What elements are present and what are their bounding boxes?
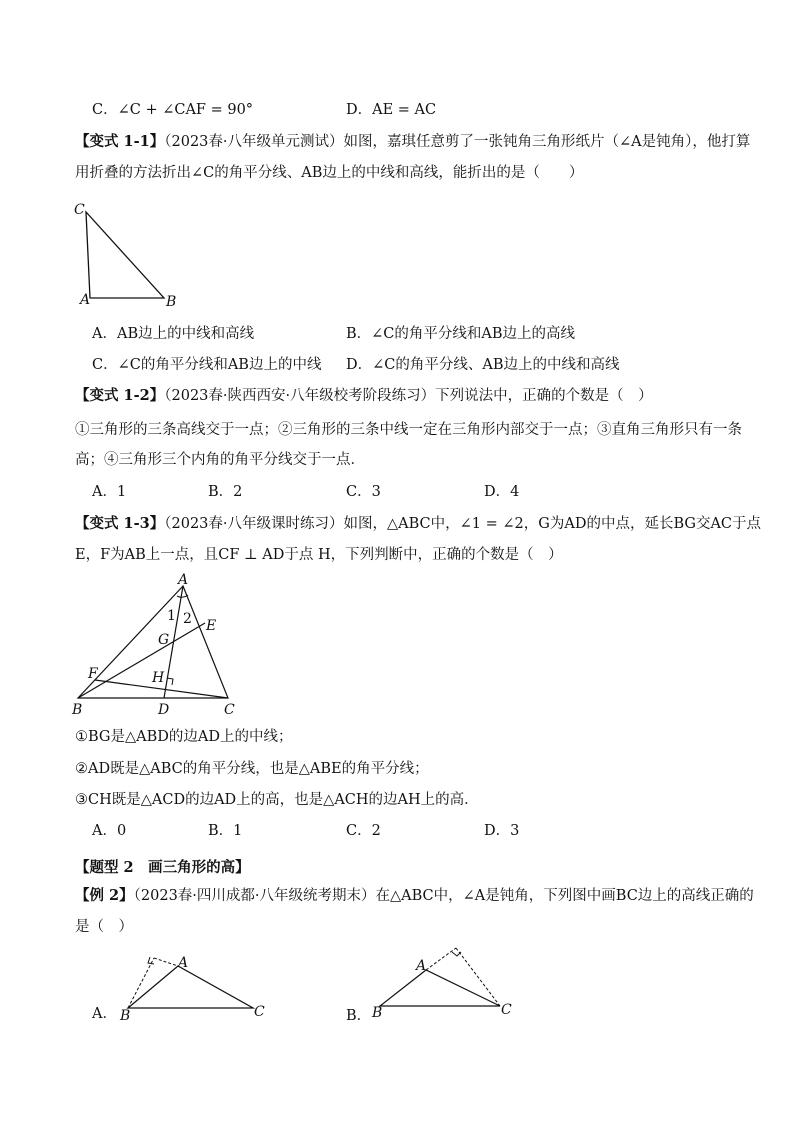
variant-1-3-line2: E，F为AB上一点，且CF ⊥ AD于点 H，下列判断中，正确的个数是（ ） bbox=[75, 547, 563, 563]
point-label-d: D bbox=[158, 702, 170, 718]
variant-tag: 【变式 1-3】 bbox=[75, 515, 165, 532]
example-2-line2: 是（ ） bbox=[75, 919, 133, 935]
altitude-dashed bbox=[456, 948, 500, 1006]
variant-1-2-line2: ①三角形的三条高线交于一点；②三角形的三条中线一定在三角形内部交于一点；③直角三角形只有一条 bbox=[75, 422, 742, 438]
point-label-b: B bbox=[72, 702, 83, 718]
question-text: （2023春·四川成都·八年级统考期末）在△ABC中，∠A是钝角，下列图中画BC边上的高线正确的 bbox=[133, 888, 754, 904]
statement-2: ②AD既是△ABC的角平分线，也是△ABE的角平分线； bbox=[75, 761, 429, 777]
figure-b-label: B． bbox=[346, 1008, 372, 1024]
variant-1-1-line1 bbox=[75, 132, 750, 152]
point-label-c: C bbox=[74, 202, 85, 218]
angle-label-2: 2 bbox=[183, 611, 192, 627]
example-tag: 【例 2】 bbox=[75, 887, 134, 904]
question-text: （2023春·八年级课时练习）如图，△ABC中，∠1 = ∠2，G为AD的中点，延长BG交AC于点 bbox=[164, 516, 762, 532]
variant-1-2-line3: 高；④三角形三个内角的角平分线交于一点． bbox=[75, 452, 365, 468]
triangle-abc bbox=[86, 212, 164, 298]
point-label-a: A bbox=[416, 958, 427, 974]
example-2-line1 bbox=[75, 886, 754, 906]
statement-1: ①BG是△ABD的边AD上的中线； bbox=[75, 729, 293, 745]
option-a: A．0 bbox=[92, 823, 127, 839]
variant-1-2-line1 bbox=[75, 386, 653, 406]
angle-label-1: 1 bbox=[167, 608, 176, 624]
altitude-figure-b bbox=[370, 940, 530, 1020]
question-text: （2023春·八年级单元测试）如图，嘉琪任意剪了一张钝角三角形纸片（∠A是钝角），他打算 bbox=[164, 134, 751, 150]
option-a: A．AB边上的中线和高线 bbox=[92, 326, 255, 342]
extension-dashed bbox=[154, 958, 178, 966]
point-label-b: B bbox=[166, 294, 177, 310]
point-label-a: A bbox=[178, 572, 189, 588]
obtuse-triangle-figure bbox=[74, 200, 194, 310]
variant-tag: 【变式 1-2】 bbox=[75, 387, 165, 404]
variant-1-1-line2: 用折叠的方法折出∠C的角平分线、AB边上的中线和高线，能折出的是（ ） bbox=[75, 165, 584, 181]
option-c: C．∠C的角平分线和AB边上的中线 bbox=[92, 357, 322, 373]
section-heading: 【题型 2 画三角形的高】 bbox=[75, 859, 250, 876]
altitude-dashed bbox=[128, 958, 154, 1008]
point-label-e: E bbox=[206, 618, 217, 634]
altitude-figure-a bbox=[118, 948, 278, 1028]
question-text: （2023春·陕西西安·八年级校考阶段练习）下列说法中，正确的个数是（ ） bbox=[164, 388, 653, 404]
triangle-bisector-figure bbox=[68, 570, 258, 720]
point-label-c: C bbox=[254, 1004, 265, 1020]
point-label-a: A bbox=[178, 955, 189, 971]
point-label-c: C bbox=[224, 702, 235, 718]
extension-dashed bbox=[426, 948, 456, 970]
point-label-f: F bbox=[88, 666, 98, 682]
figure-a-label: A． bbox=[92, 1006, 117, 1022]
point-label-b: B bbox=[372, 1005, 383, 1021]
option-b: B．∠C的角平分线和AB边上的高线 bbox=[346, 326, 576, 342]
variant-1-3-line1 bbox=[75, 514, 761, 534]
point-label-c: C bbox=[501, 1002, 512, 1018]
variant-tag: 【变式 1-1】 bbox=[75, 133, 165, 150]
statement-3: ③CH既是△ACD的边AD上的高，也是△ACH的边AH上的高． bbox=[75, 792, 479, 808]
option-d: D．4 bbox=[484, 484, 520, 500]
option-a: A．1 bbox=[92, 484, 127, 500]
option-b: B．2 bbox=[208, 484, 243, 500]
option-d: D．∠C的角平分线、AB边上的中线和高线 bbox=[346, 357, 620, 373]
point-label-a: A bbox=[80, 292, 91, 308]
option-c: C．∠C + ∠CAF = 90° bbox=[92, 102, 254, 118]
option-c: C．3 bbox=[346, 484, 381, 500]
point-label-h: H bbox=[152, 670, 165, 686]
option-c: C．2 bbox=[346, 823, 381, 839]
right-angle-mark bbox=[167, 678, 173, 685]
option-d: D．AE = AC bbox=[346, 102, 437, 118]
triangle-abc bbox=[380, 970, 500, 1006]
option-d: D．3 bbox=[484, 823, 520, 839]
point-label-g: G bbox=[158, 632, 170, 648]
option-b: B．1 bbox=[208, 823, 243, 839]
point-label-b: B bbox=[120, 1008, 131, 1024]
